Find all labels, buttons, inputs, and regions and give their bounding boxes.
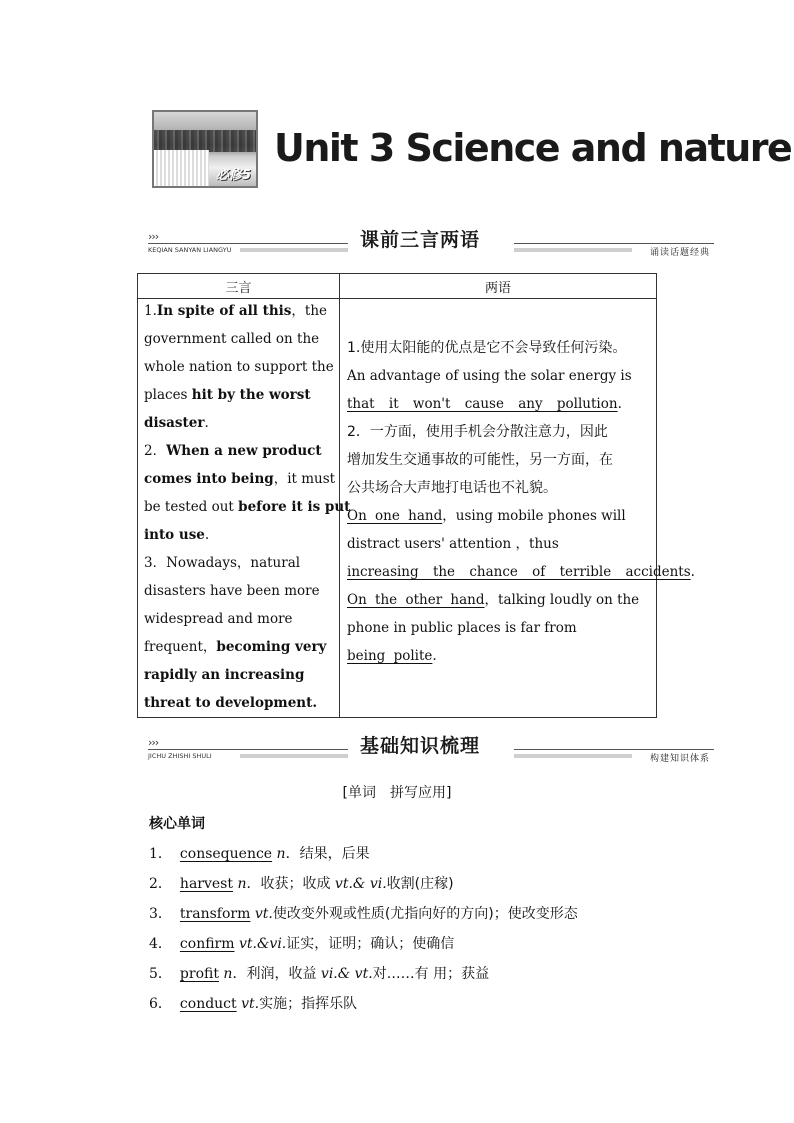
section-title: 基础知识梳理 [360,735,481,757]
table-line: disaster. [144,415,209,431]
divider-left [148,243,348,244]
vocab-item: 3． transform vt.使改变外观或性质(尤指向好的方向)；使改变形态 [149,906,578,922]
table-line: phone in public places is far from [347,620,577,636]
table-line: On one hand，using mobile phones will [347,508,626,524]
vocab-word: profit [179,966,219,982]
chevrons-icon: ››› [148,230,159,243]
section-subtitle: 构建知识体系 [649,754,710,764]
table-line: distract users' attention ，thus [347,536,559,552]
column-header-liangyu: 两语 [484,281,511,296]
unit-cover-image [152,110,258,188]
answer-blank: On one hand [347,508,443,524]
section-subtitle: 诵读话题经典 [649,248,710,258]
table-line: 增加发生交通事故的可能性，另一方面，在 [347,452,613,468]
shade-bar [514,248,632,252]
vocab-word: conduct [179,996,237,1012]
table-line: into use. [144,527,210,543]
table-line: 公共场合大声地打电话也不礼貌。 [347,480,557,496]
unit-title: Unit 3 Science and nature [274,126,792,170]
volume-label: 必修5 [215,168,251,183]
answer-blank: increasing the chance of terrible accidents [347,564,691,580]
table-line: be tested out before it is put [144,499,351,515]
table-line: increasing the chance of terrible accidents. [347,564,695,580]
phrases-table [137,273,695,718]
table-line: threat to development. [144,695,318,711]
subheading: [单词 拼写应用] [342,785,452,801]
table-line: government called on the [144,331,320,347]
table-line: 2．When a new product [144,443,322,459]
vocab-item: 1． consequence n．结果，后果 [149,846,370,862]
table-line: rapidly an increasing [144,667,305,683]
vocab-word: harvest [179,876,233,892]
table-line: being polite. [347,648,437,664]
section-banner-jichu [148,734,714,764]
vocab-item: 2． harvest n．收获；收成 vt.& vi.收割(庄稼) [149,876,454,892]
answer-blank: being polite [347,648,433,664]
section-pinyin-label: JICHU ZHISHI SHULI [148,752,212,760]
chevrons-icon: ››› [148,736,159,749]
table-line: comes into being，it must [144,471,336,487]
vocab-word: transform [179,906,251,922]
table-line: On the other hand，talking loudly on the [347,592,640,608]
column-header-sanyan: 三言 [225,281,252,296]
vocab-item: 5． profit n．利润，收益 vi.& vt.对……有 用；获益 [149,966,490,982]
liangyu-cell [347,334,695,670]
vocab-word: confirm [179,936,235,952]
vocab-word: consequence [179,846,273,862]
table-line: disasters have been more [144,583,320,599]
table-line: whole nation to support the [144,359,334,375]
table-line: 2．一方面，使用手机会分散注意力，因此 [347,424,608,440]
table-line: places hit by the worst [144,387,311,403]
forest-graphic [154,130,256,152]
shade-bar [240,754,348,758]
table-line: 1.In spite of all this，the [144,303,328,319]
shade-bar [514,754,632,758]
column-divider [339,274,340,717]
answer-blank: that it won't cause any pollution [347,396,618,412]
table-line: An advantage of using the solar energy is [347,368,632,384]
section-banner-keqian [148,228,714,258]
table-line: frequent，becoming very [144,639,327,655]
shade-bar [240,248,348,252]
divider-left [148,749,348,750]
vocab-item: 4． confirm vt.&vi.证实，证明；确认；使确信 [149,936,455,952]
divider-right [514,243,714,244]
divider-right [514,749,714,750]
answer-blank: On the other hand [347,592,485,608]
section-pinyin-label: KEQIAN SANYAN LIANGYU [148,246,232,254]
table-line: 3．Nowadays，natural [144,555,301,571]
vocab-item: 6． conduct vt.实施；指挥乐队 [149,996,358,1012]
waterfall-graphic [154,150,209,186]
table-line: widespread and more [144,611,293,627]
table-line: 1.使用太阳能的优点是它不会导致任何污染。 [347,340,627,356]
category-title: 核心单词 [149,816,205,832]
sanyan-cell [144,297,351,717]
table-line: that it won't cause any pollution. [347,396,622,412]
section-title: 课前三言两语 [360,229,481,251]
